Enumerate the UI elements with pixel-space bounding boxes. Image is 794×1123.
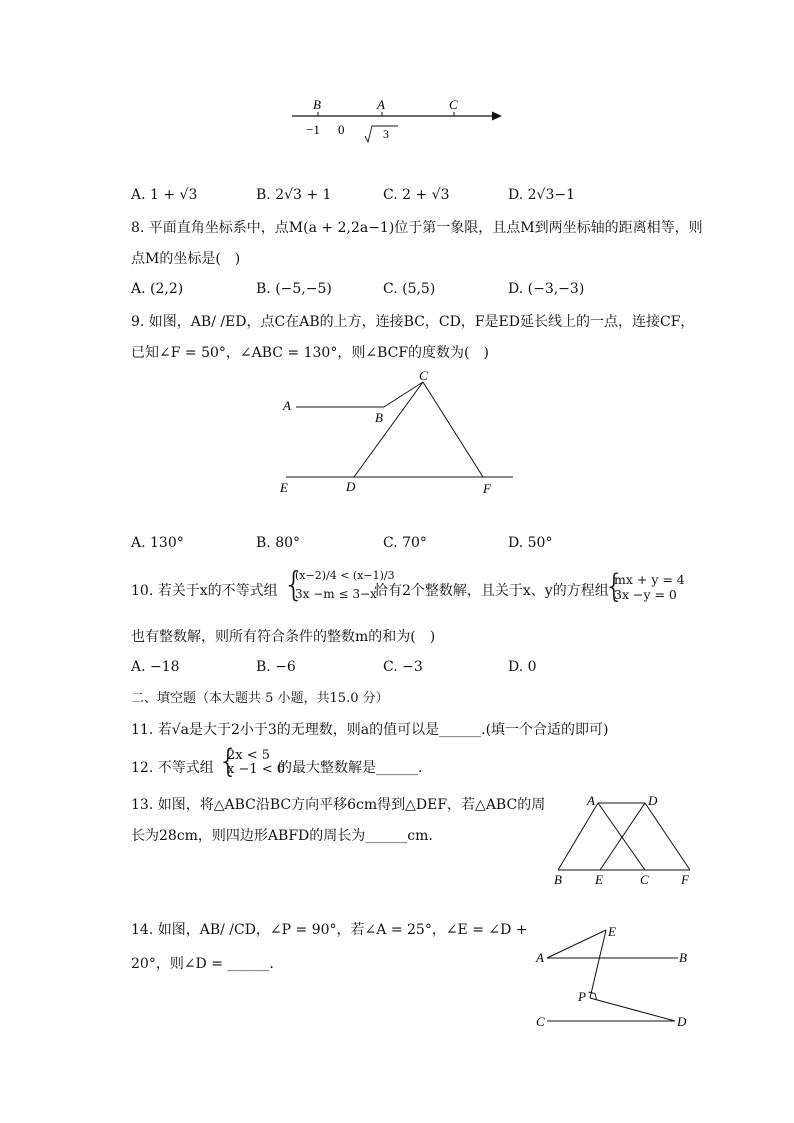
q12-stem-suffix: 的最大整数解是______. xyxy=(278,760,423,776)
brace: { xyxy=(283,565,305,605)
section-title-fill-in: 二、填空题（本大题共 5 小题，共15.0 分） xyxy=(131,691,389,706)
q13-label-e: E xyxy=(595,872,603,887)
q13-label-f: F xyxy=(681,872,689,887)
tick-label-0: 0 xyxy=(338,122,345,137)
q14-figure xyxy=(530,920,700,1035)
q8-option-d[interactable]: D. (−3,−3) xyxy=(508,281,585,297)
q10-sys2-row2: 3x −y = 0 xyxy=(614,587,677,602)
number-line-arrow xyxy=(492,112,502,121)
number-line-figure xyxy=(280,92,520,152)
q12-stem-prefix: 12. 不等式组 xyxy=(131,760,214,776)
q9-option-c[interactable]: C. 70° xyxy=(383,535,427,551)
q10-sys1-row1: (x−2)/4 < (x−1)/3 xyxy=(295,569,395,582)
q10-sys1-row2: 3x −m ≤ 3−x xyxy=(295,587,377,601)
segment-bc xyxy=(384,382,423,407)
q9-option-b[interactable]: B. 80° xyxy=(256,535,301,551)
q14-label-c: C xyxy=(536,1014,545,1029)
q10-sys2-row1: mx + y = 4 xyxy=(614,572,685,587)
point-label-a: A xyxy=(377,97,385,112)
q12-sys-row1: 2x < 5 xyxy=(227,748,271,763)
q14-figure-svg xyxy=(530,920,700,1035)
q10-option-d[interactable]: D. 0 xyxy=(508,659,537,675)
q10-option-b[interactable]: B. −6 xyxy=(256,659,296,675)
q13-stem-line1: 13. 如图，将△ABC沿BC方向平移6cm得到△DEF，若△ABC的周 xyxy=(131,797,546,813)
segment-ae xyxy=(547,930,606,958)
q10-option-c[interactable]: C. −3 xyxy=(383,659,423,675)
segment-ab xyxy=(558,803,598,870)
q13-label-c: C xyxy=(640,872,649,887)
q9-label-b: B xyxy=(375,410,383,425)
brace: { xyxy=(604,567,625,605)
q7-option-c[interactable]: C. 2 + √3 xyxy=(383,187,450,203)
q8-stem-line1: 8. 平面直角坐标系中，点M(a + 2,2a−1)位于第一象限，且点M到两坐标轴的距离相等，则 xyxy=(131,220,703,236)
segment-cf xyxy=(423,382,483,477)
q9-stem-line2: 已知∠F = 50°，∠ABC = 130°，则∠BCF的度数为( ) xyxy=(131,345,489,361)
number-line-svg xyxy=(280,92,520,152)
q9-figure-svg xyxy=(270,365,530,500)
q9-label-d: D xyxy=(346,479,356,494)
brace: { xyxy=(218,742,239,780)
q10-stem-middle: 恰有2个整数解，且关于x、y的方程组 xyxy=(374,583,609,599)
tick-label-neg1: −1 xyxy=(306,122,320,137)
q9-option-d[interactable]: D. 50° xyxy=(508,535,553,551)
q10-option-a[interactable]: A. −18 xyxy=(131,659,180,675)
sqrt-sign xyxy=(365,126,398,142)
q9-label-f: F xyxy=(483,481,491,496)
segment-cd xyxy=(354,382,423,477)
q13-figure xyxy=(550,790,700,890)
q14-stem-line2: 20°，则∠D = ______. xyxy=(131,956,274,972)
q13-label-d: D xyxy=(648,793,658,808)
q13-figure-svg xyxy=(550,790,700,890)
q9-label-a: A xyxy=(283,398,291,413)
q13-label-a: A xyxy=(587,793,595,808)
segment-ep xyxy=(590,930,606,998)
q9-label-e: E xyxy=(280,480,288,495)
point-label-b: B xyxy=(313,97,321,112)
q8-stem-line2: 点M的坐标是( ) xyxy=(131,251,241,267)
q7-option-d[interactable]: D. 2√3−1 xyxy=(508,187,575,203)
q8-option-a[interactable]: A. (2,2) xyxy=(131,281,184,297)
segment-df xyxy=(645,803,690,870)
q14-label-p: P xyxy=(578,989,586,1004)
q14-label-d: D xyxy=(677,1014,687,1029)
q10-stem-prefix: 10. 若关于x的不等式组 xyxy=(131,583,278,599)
q9-label-c: C xyxy=(419,368,428,383)
q9-figure xyxy=(270,365,530,500)
q9-stem-line1: 9. 如图，AB/ /ED，点C在AB的上方，连接BC，CD，F是ED延长线上的一点，连接CF， xyxy=(131,314,695,330)
q7-option-a[interactable]: A. 1 + √3 xyxy=(131,187,198,203)
point-label-c: C xyxy=(449,97,458,112)
q9-option-a[interactable]: A. 130° xyxy=(131,535,184,551)
q14-label-a: A xyxy=(536,950,544,965)
q14-stem-line1: 14. 如图，AB/ /CD，∠P = 90°，若∠A = 25°，∠E = ∠D + xyxy=(131,922,528,938)
q11-stem: 11. 若√a是大于2小于3的无理数，则a的值可以是______.(填一个合适的即可) xyxy=(131,722,609,738)
q13-stem-line2: 长为28cm，则四边形ABFD的周长为______cm. xyxy=(131,828,433,844)
q13-label-b: B xyxy=(554,872,562,887)
q12-sys-row2: x −1 < 0 xyxy=(227,762,286,777)
q14-label-e: E xyxy=(608,924,616,939)
q10-stem-line2: 也有整数解，则所有符合条件的整数m的和为( ) xyxy=(131,629,436,645)
q8-option-b[interactable]: B. (−5,−5) xyxy=(256,281,332,297)
q8-option-c[interactable]: C. (5,5) xyxy=(383,281,436,297)
q7-option-b[interactable]: B. 2√3 + 1 xyxy=(256,187,332,203)
segment-pd xyxy=(590,998,675,1021)
tick-label-sqrt3: 3 xyxy=(383,127,389,141)
q14-label-b: B xyxy=(679,950,687,965)
